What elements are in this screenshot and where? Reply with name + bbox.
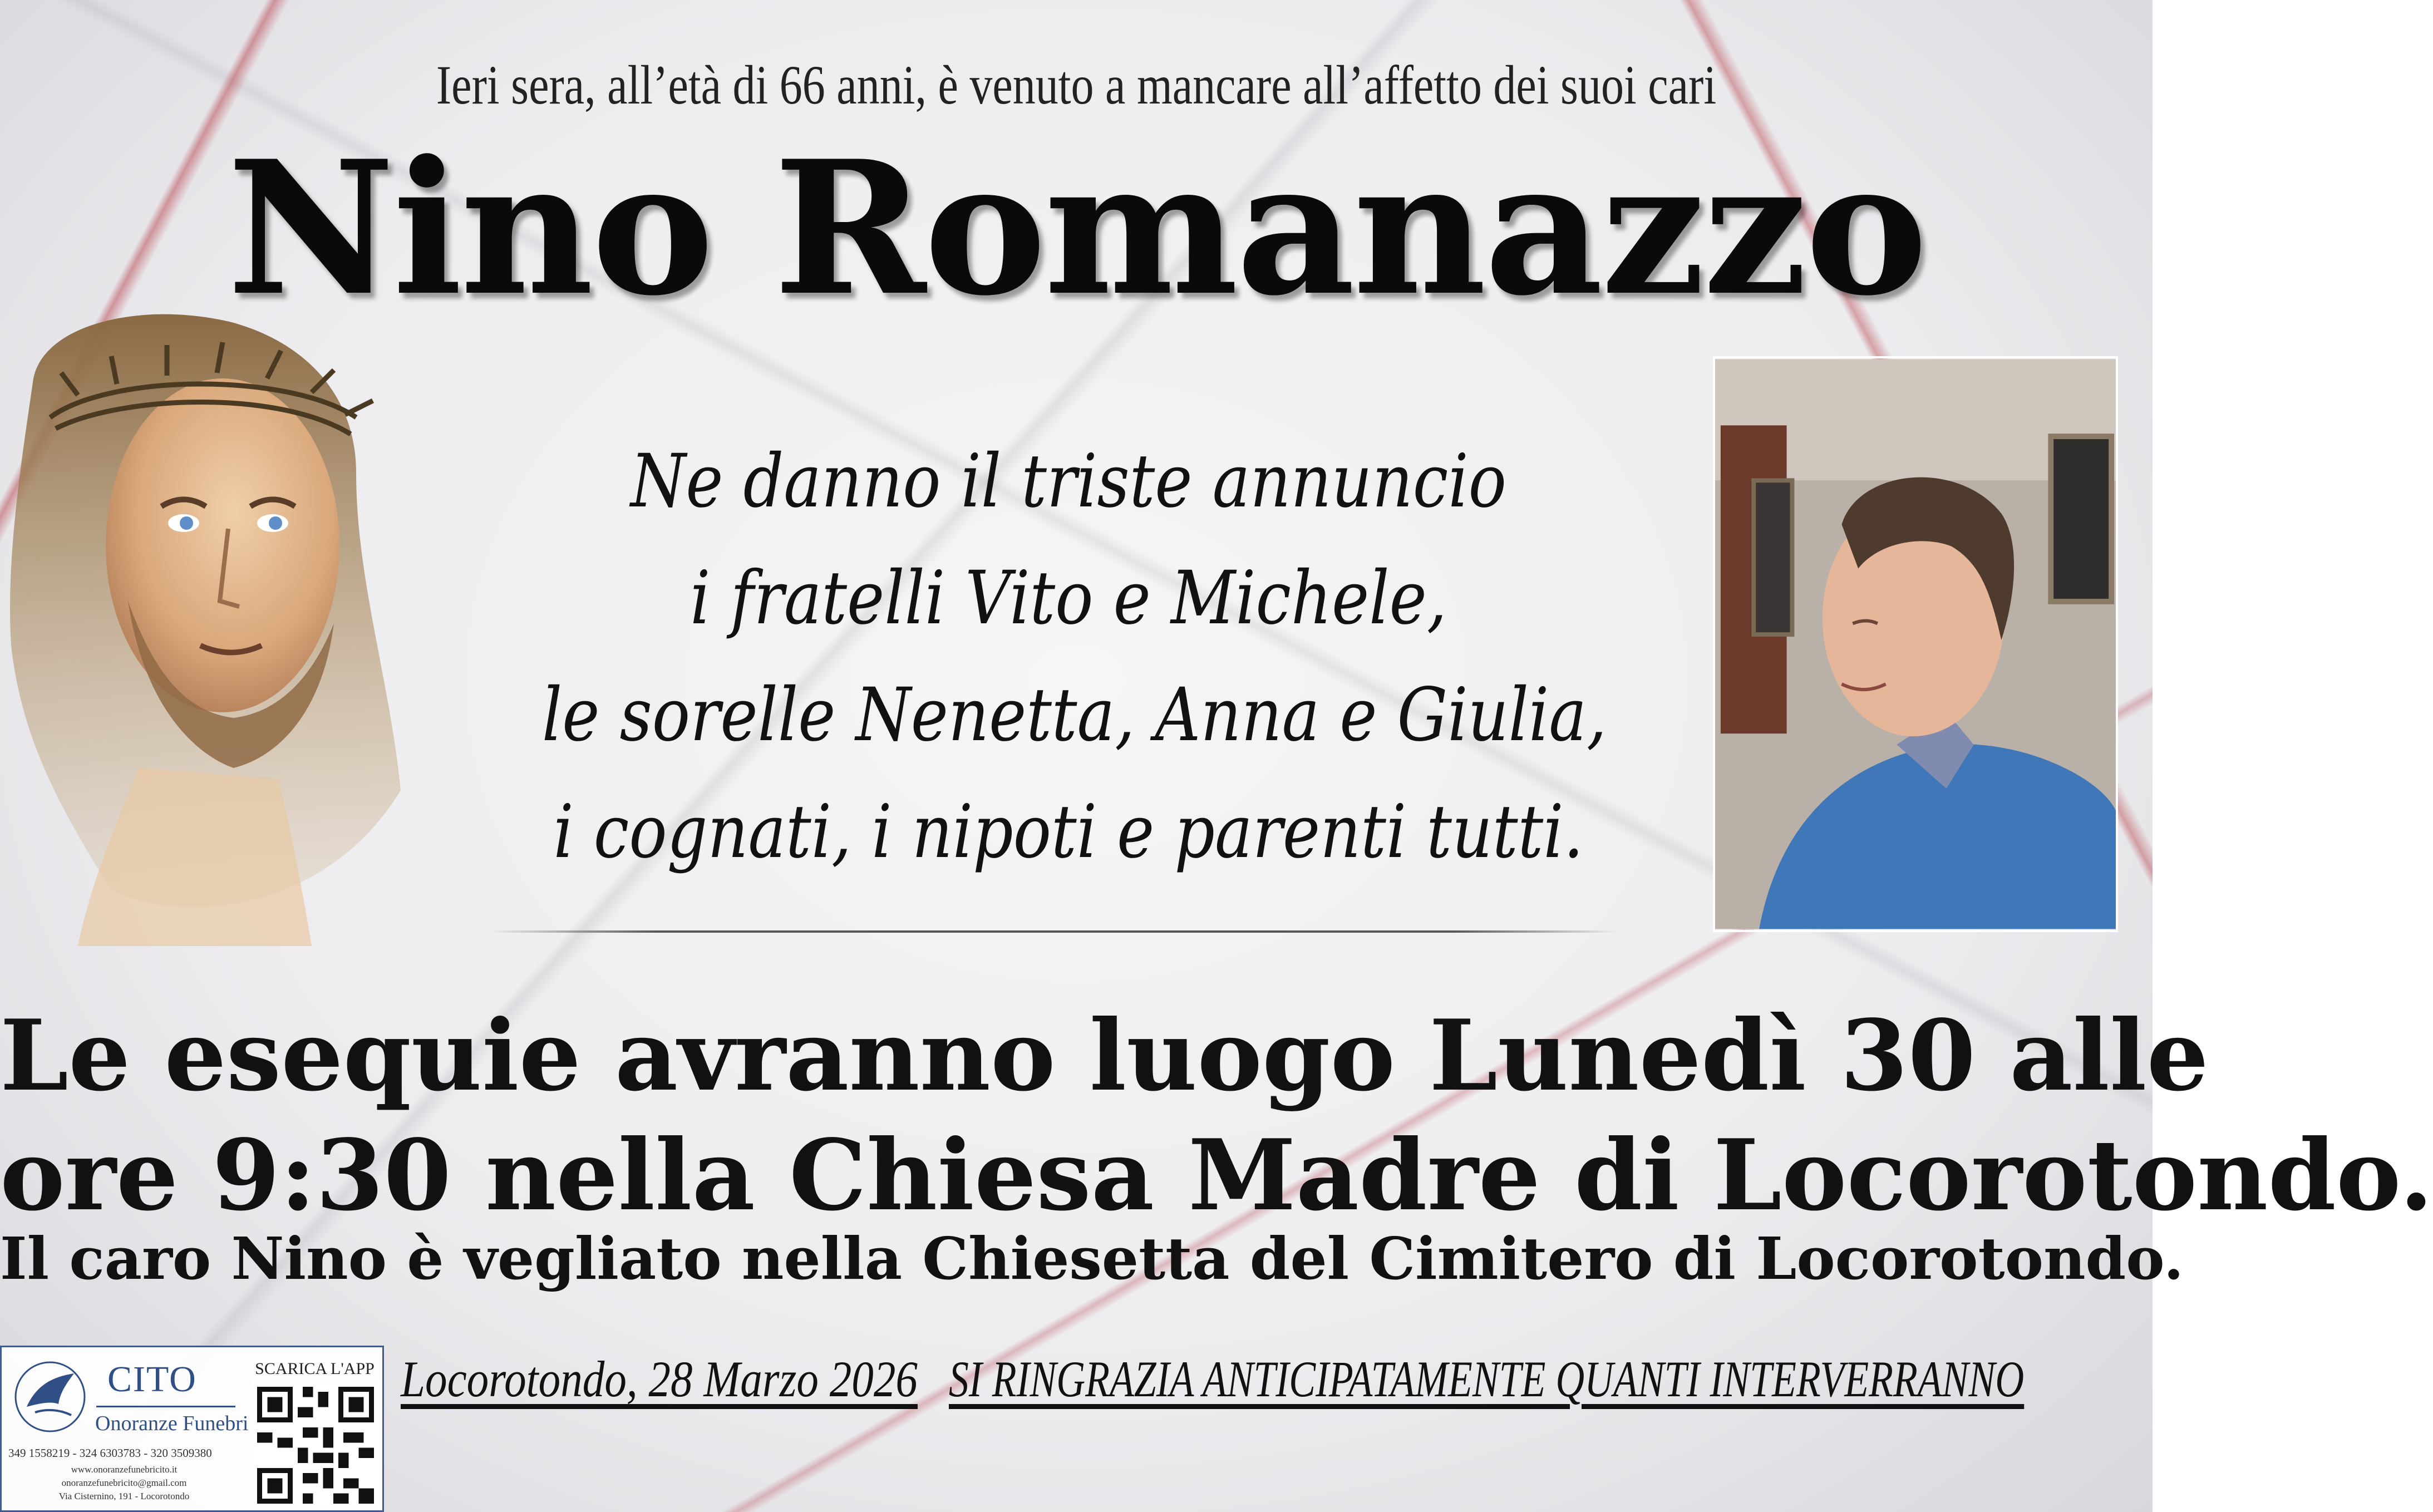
funeral-home-badge [0,1346,384,1512]
announcement-line: Ne danno il triste annuncio [631,439,1506,524]
email-link[interactable]: onoranzefunebricito@gmail.com [61,1477,187,1488]
portrait-illustration [1715,358,2116,930]
funeral-home-subtitle: Onoranze Funebri [95,1412,249,1435]
phone-numbers: 349 1558219 - 324 6303783 - 320 3509380 [8,1446,212,1460]
announcement-text [456,423,1681,890]
announcement-line: i fratelli Vito e Michele, [690,555,1447,641]
announcement-line: le sorelle Nenetta, Anna e Giulia, [542,672,1607,758]
thanks-note: SI RINGRAZIA ANTICIPATAMENTE QUANTI INTERVERRANNO [949,1351,2025,1407]
qr-code-icon[interactable] [252,1382,379,1509]
funeral-home-brand: CITO [107,1359,197,1400]
bird-logo-icon [13,1360,88,1435]
announcement-line: i cognati, i nipoti e parenti tutti. [553,789,1584,875]
funeral-line: Le esequie avranno luogo Lunedì 30 alle [0,999,2209,1113]
funeral-details [0,996,2433,1235]
deceased-name: Nino Romanazzo [227,120,1925,336]
funeral-line: ore 9:30 nella Chiesa Madre di Locorotondo. [0,1119,2433,1233]
app-download-label: SCARICA L'APP [255,1360,375,1378]
intro-text: Ieri sera, all’età di 66 anni, è venuto a mancare all’affetto dei suoi cari [436,54,1717,116]
divider [490,930,1619,933]
brand-underline [96,1406,235,1407]
portrait-photo [1713,356,2118,932]
wake-info: Il caro Nino è vegliato nella Chiesetta del Cimitero di Locorotondo. [0,1224,2184,1293]
address: Via Cisternino, 191 - Locorotondo [58,1491,190,1501]
jesus-illustration [0,289,423,946]
website-link[interactable]: www.onoranzefunebricito.it [71,1464,178,1475]
place-date: Locorotondo, 28 Marzo 2026 [401,1351,918,1407]
